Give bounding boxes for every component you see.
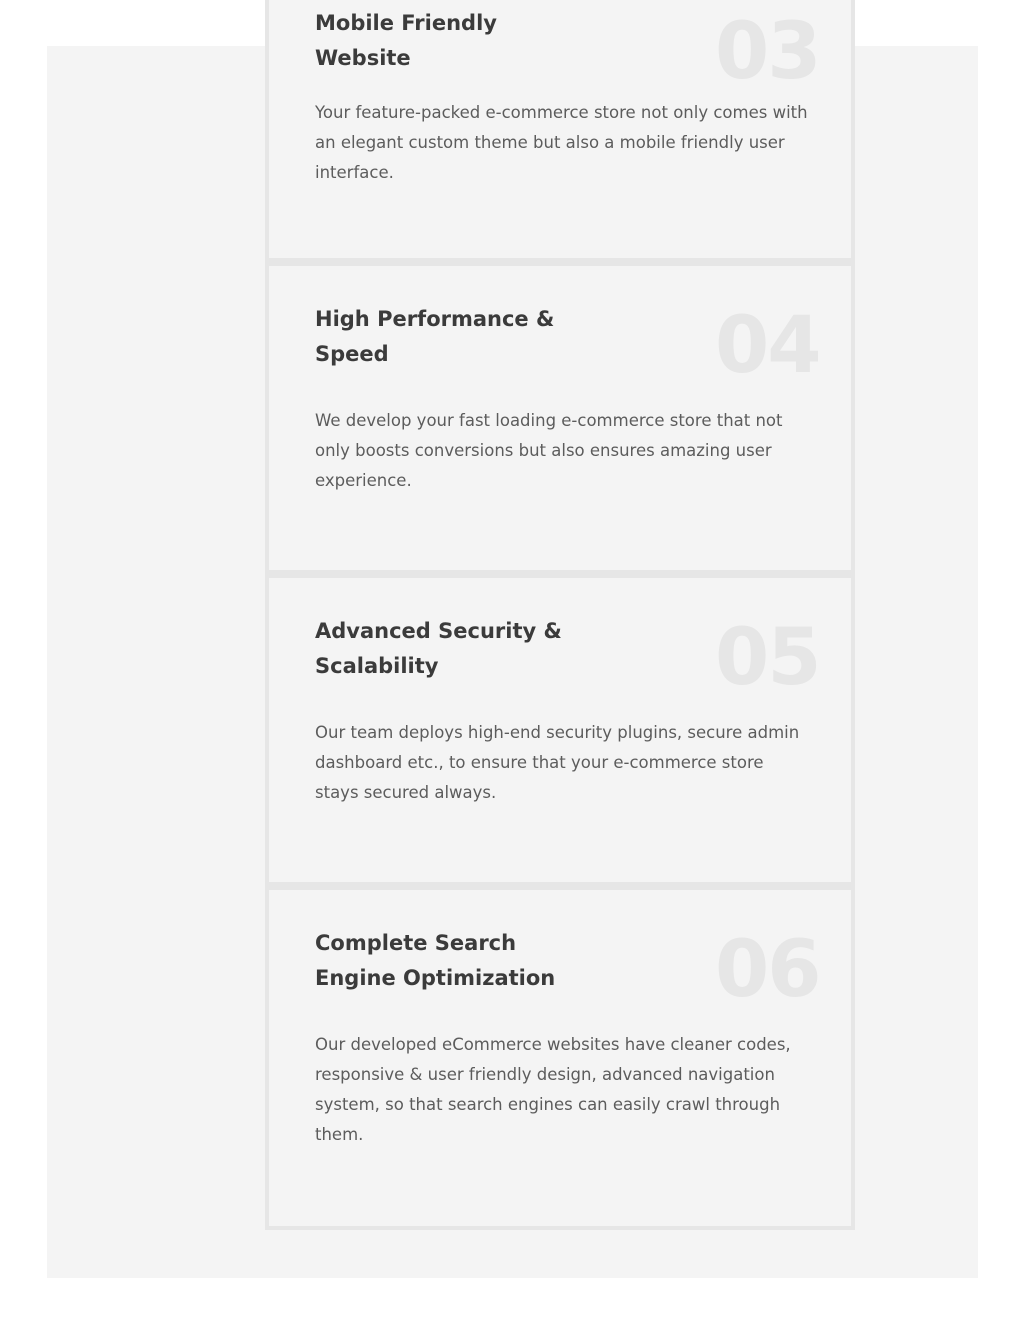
feature-description: Our team deploys high-end security plugins, secure admin dashboard etc., to ensure that your e-commerce store stays secured always. — [315, 723, 800, 802]
feature-title — [315, 6, 615, 76]
feature-card — [265, 886, 855, 1230]
feature-title — [315, 614, 615, 684]
feature-title-line2: Engine Optimization — [315, 966, 556, 990]
feature-description: Our developed eCommerce websites have cleaner codes, responsive & user friendly design, advanced navigation system, so that search engines can easily crawl through them. — [315, 1035, 791, 1144]
features-section — [47, 7, 978, 1278]
feature-number: 05 — [715, 613, 820, 703]
feature-card — [265, 574, 855, 886]
feature-description: We develop your fast loading e-commerce store that not only boosts conversions but also ensures amazing user experience. — [315, 411, 783, 490]
feature-title — [315, 926, 615, 996]
feature-title-line1: Complete Search — [315, 931, 517, 955]
feature-title-line2: Scalability — [315, 654, 439, 678]
feature-number: 06 — [715, 925, 820, 1015]
feature-title-line1: Advanced Security & — [315, 619, 562, 643]
feature-number: 03 — [715, 7, 820, 97]
feature-title-line2: Website — [315, 46, 411, 70]
feature-card — [265, 0, 855, 262]
feature-title-line2: Speed — [315, 342, 389, 366]
feature-number: 04 — [715, 301, 820, 391]
feature-card — [265, 262, 855, 574]
feature-description: Your feature-packed e-commerce store not only comes with an elegant custom theme but also a mobile friendly user interface. — [315, 103, 808, 182]
feature-cards-list — [265, 7, 855, 1276]
feature-title-line1: High Performance & — [315, 307, 555, 331]
feature-title — [315, 302, 615, 372]
feature-title-line1: Mobile Friendly — [315, 11, 497, 35]
